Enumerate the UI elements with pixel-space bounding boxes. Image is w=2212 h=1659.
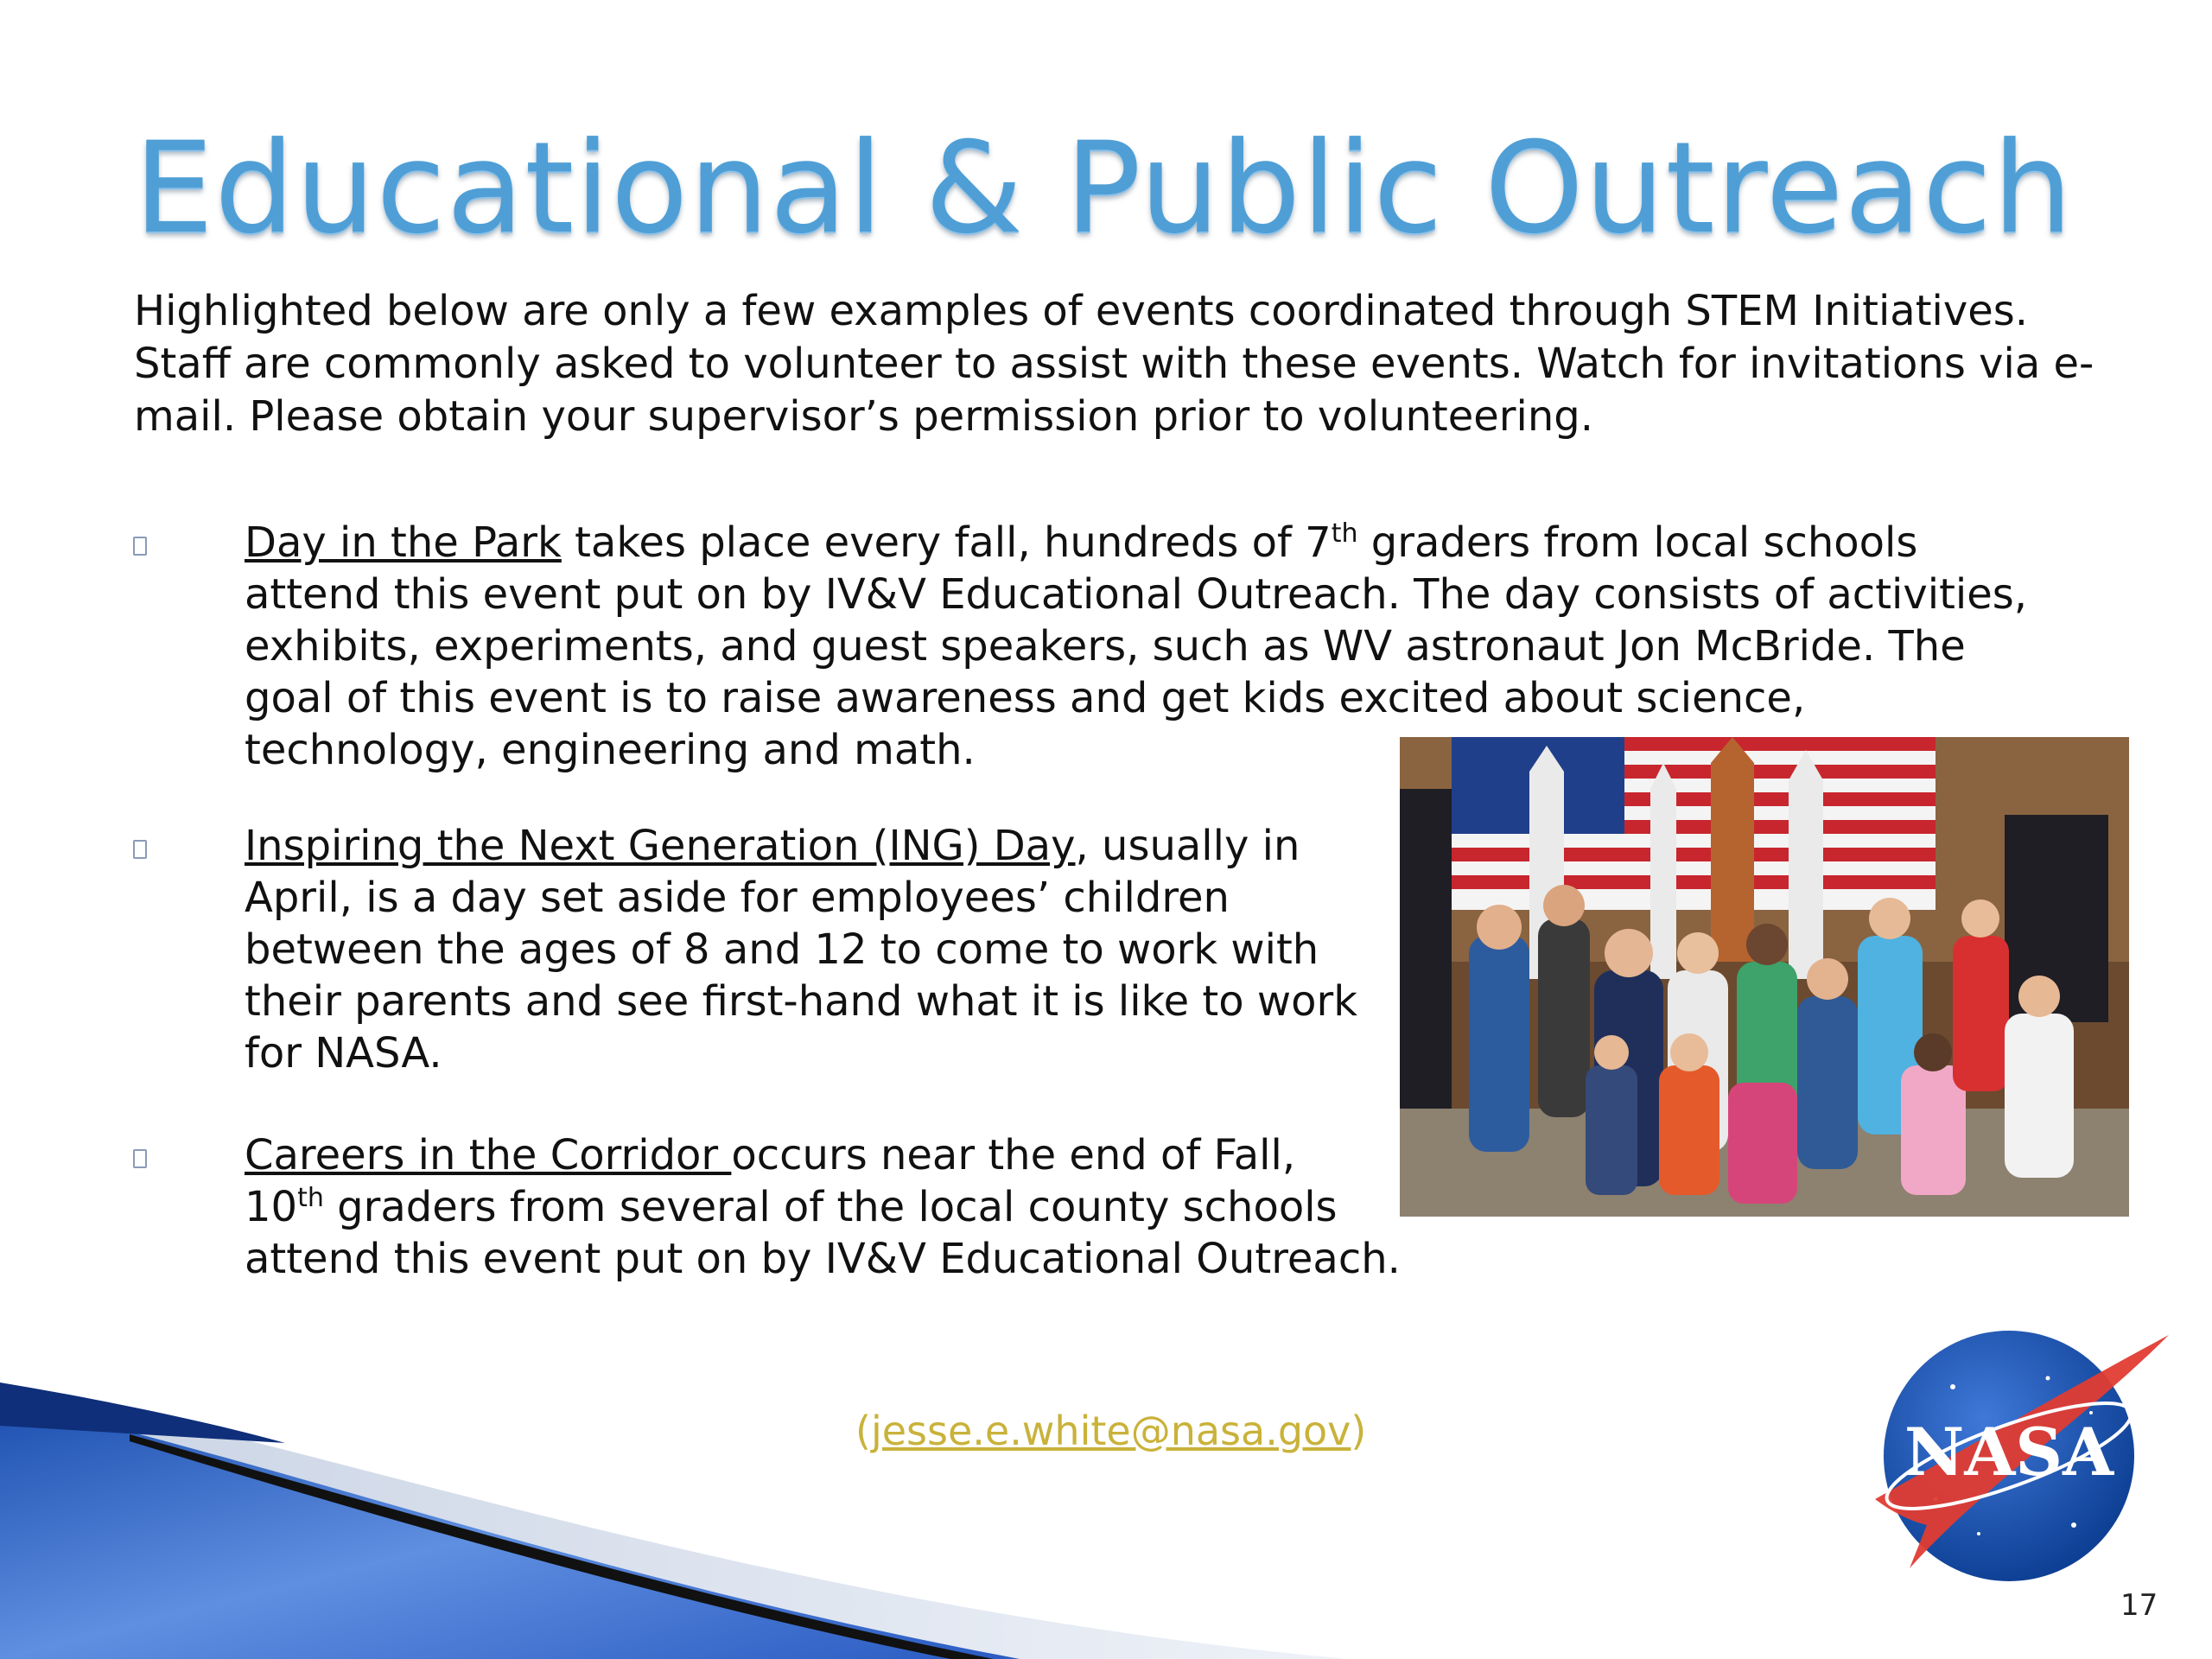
bullet-ing-day: [245, 820, 1385, 1079]
day-in-the-park-text-b: graders from local schools attend this event put on by IV&V Educational Outreach. The day consists of activities, exhibits, experiments, and guest speakers, such as WV astronaut Jon McBride. The goal of this event is to raise awareness and get kids excited about science, technology, engineering and math.: [245, 518, 2028, 774]
bullet-square-icon: [133, 1149, 147, 1168]
superscript-th: th: [1331, 518, 1358, 549]
day-in-the-park-heading: Day in the Park: [245, 518, 562, 567]
page-number: 17: [2120, 1588, 2158, 1623]
careers-text-b: graders from several of the local county schools attend this event put on by IV&V Educational Outreach.: [245, 1183, 1401, 1283]
nasa-meatball-logo: [1858, 1326, 2177, 1586]
email-close-paren: ): [1351, 1408, 1367, 1454]
nasa-logo-text: NASA: [1904, 1414, 2114, 1491]
intro-paragraph: Highlighted below are only a few examples of events coordinated through STEM Initiatives. Staff are commonly asked to volunteer to assist with these events. Watch for invitations via e-mail. Please obtain your supervisor’s permission prior to volunteering.: [134, 287, 2094, 441]
careers-text-line1: occurs near the end of Fall,: [731, 1131, 1296, 1179]
event-photo: [1400, 737, 2129, 1217]
bullet-careers-in-the-corridor: [245, 1129, 1454, 1285]
email-open-paren: (: [855, 1408, 871, 1454]
day-in-the-park-text-a: takes place every fall, hundreds of 7: [561, 518, 1332, 567]
email-link[interactable]: jesse.e.white@nasa.gov: [870, 1408, 1351, 1454]
bullet-square-icon: [133, 537, 147, 556]
careers-heading: Careers in the Corridor: [245, 1131, 732, 1179]
superscript-th: th: [297, 1183, 324, 1213]
decorative-swoosh: [0, 1348, 1348, 1659]
contact-email: [855, 1405, 1366, 1457]
slide-title: Educational & Public Outreach: [134, 115, 2074, 262]
bullet-square-icon: [133, 840, 147, 859]
careers-text-a: 10: [245, 1183, 298, 1231]
ing-day-heading: Inspiring the Next Generation (ING) Day: [245, 822, 1076, 870]
ing-day-text: , usually in April, is a day set aside for employees’ children between the ages of 8 and 12 to come to work with their parents and see first-hand what it is like to work for NASA.: [245, 822, 1358, 1077]
